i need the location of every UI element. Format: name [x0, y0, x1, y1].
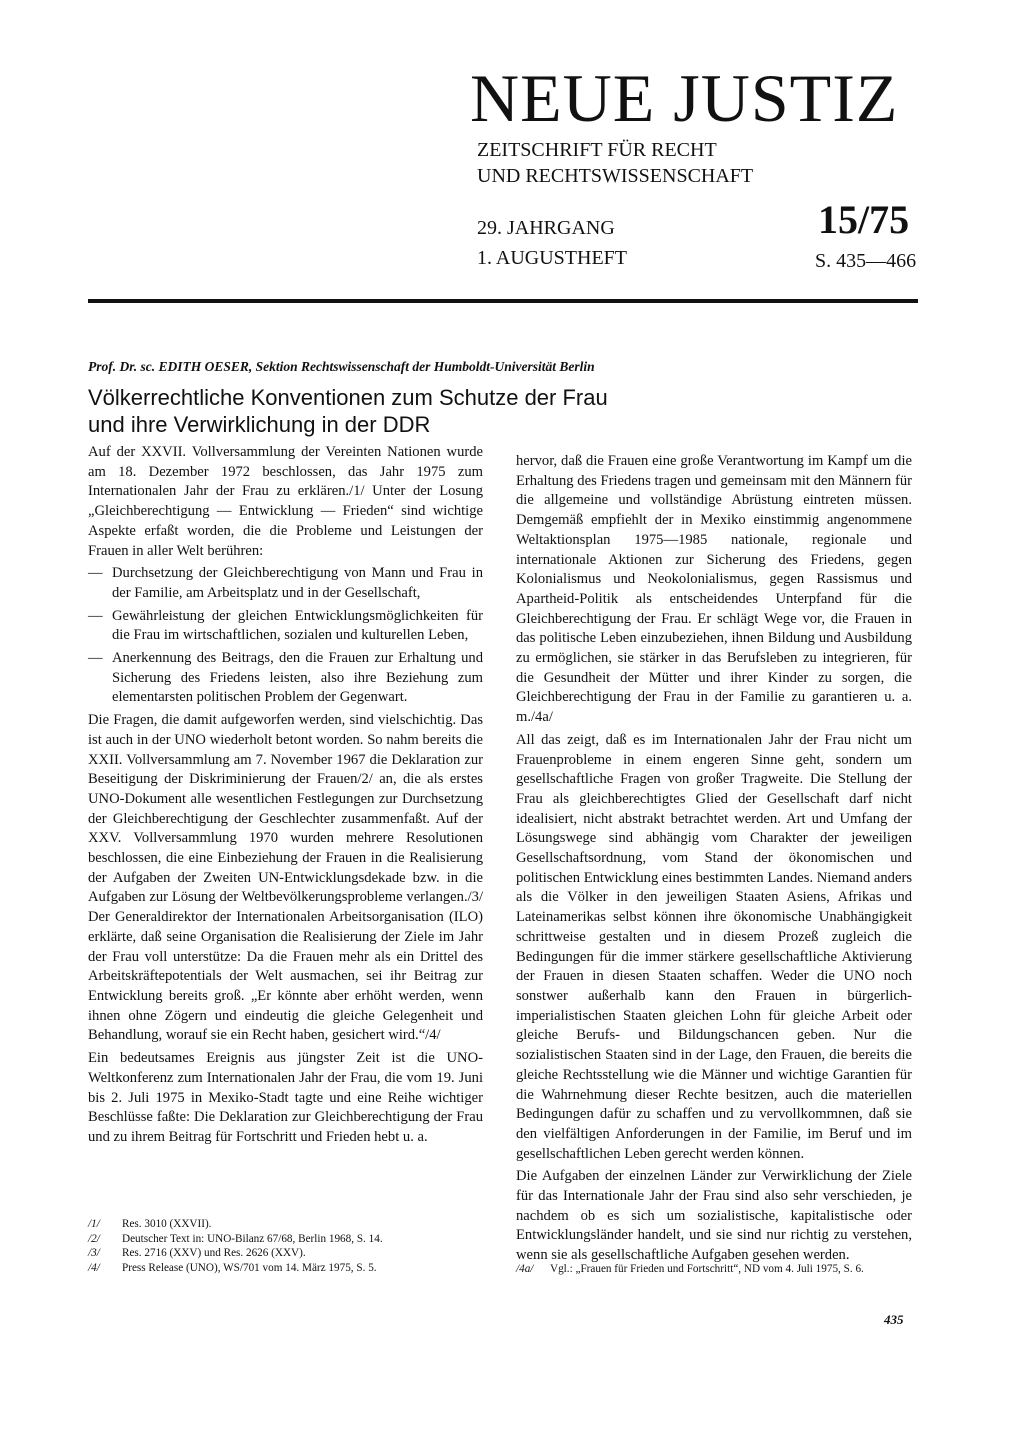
journal-title: NEUE JUSTIZ [470, 60, 899, 136]
footnote-text: Res. 3010 (XXVII). [122, 1218, 212, 1230]
footnote-text: Vgl.: „Frauen für Frieden und Fortschritt“, ND vom 4. Juli 1975, S. 6. [550, 1263, 864, 1275]
list-item [88, 607, 483, 646]
footnote-ref: /2/ [88, 1232, 100, 1245]
footnote-right [516, 1262, 912, 1277]
list-item [88, 564, 483, 603]
issue-date-label: 1. AUGUSTHEFT [477, 247, 628, 269]
page-number: 435 [884, 1312, 904, 1327]
page-range: S. 435—466 [815, 250, 917, 272]
footnote-ref: /3/ [88, 1247, 100, 1259]
article-title-line-1: Völkerrechtliche Konventionen zum Schutze der Frau [88, 385, 608, 410]
footnote [88, 1217, 508, 1232]
issue-number: 15/75 [818, 197, 910, 242]
list-item-text: Anerkennung des Beitrags, den die Frauen zur Erhaltung und Sicherung des Friedens leisten, also ihre Beziehung zum elementarsten politischen Problem der Gegenwart. [112, 650, 483, 706]
dash-bullet: — [88, 607, 103, 624]
dash-bullet: — [88, 565, 103, 582]
author-byline: Prof. Dr. sc. EDITH OESER, Sektion Rechtswissenschaft der Humboldt-Universität Berlin [88, 359, 595, 374]
aspect-list [88, 564, 483, 708]
footnote [88, 1261, 508, 1276]
list-item-text: Gewährleistung der gleichen Entwicklungsmöglichkeiten für die Frau im wirtschaftlichen, sozialen und kulturellen Leben, [112, 607, 483, 644]
volume-label: 29. JAHRGANG [477, 217, 615, 239]
footnote [88, 1232, 508, 1247]
right-column [516, 452, 912, 1269]
footnote-text: Press Release (UNO), WS/701 vom 14. März 1975, S. 5. [122, 1261, 377, 1274]
left-column [88, 443, 483, 1151]
header-divider [88, 299, 918, 303]
footnote-ref: /4/ [88, 1261, 100, 1274]
list-item-text: Durchsetzung der Gleichberechtigung von Mann und Frau in der Familie, am Arbeitsplatz und in der Gesellschaft, [112, 565, 483, 601]
article-title [88, 384, 728, 438]
footnote-text: Res. 2716 (XXV) und Res. 2626 (XXV). [122, 1247, 306, 1259]
footnote-ref: /4a/ [516, 1263, 534, 1275]
footnote-ref: /1/ [88, 1218, 100, 1230]
article-title-line-2: und ihre Verwirklichung in der DDR [88, 412, 431, 437]
footnotes-left [88, 1217, 508, 1275]
paragraph: All das zeigt, daß es im Internationalen Jahr der Frau nicht um Frauenprobleme in einem engeren Sinne geht, sondern um gesellschaftliche Fragen von großer Tragweite. Die Stellung der Frau als gleichberechtigtes Glied der Gesellschaft darf nicht idealisiert, nicht abstrakt betrachtet werden. Art und Umfang der Lösungswege sind abhängig vom Charakter der jeweiligen Gesellschaftsordnung, vom Stand der ökonomischen und politischen Entwicklung eines bestimmten Landes. Niemand anders als die Völker in den jeweiligen Staaten Asiens, Afrikas und Lateinamerikas selbst können ihre ökonomische Unabhängigkeit schrittweise gestalten und in diesem Prozeß zugleich die Bedingungen für die immer stärkere gesellschaftliche Aktivierung der Frauen in diesen Staaten schaffen. Weder die UNO noch sonstwer außerhalb kann den Frauen in bürgerlich-imperialistischen Staaten gleichen Lohn für gleiche Arbeit oder gleiche Berufs- und Bildungschancen geben. Nur die sozialistischen Staaten sind in der Lage, den Frauen, die bereits die gleiche Rechtsstellung wie die Männer und wichtige Garantien für die Wahrnehmung dieser Rechte besitzen, auch die materiellen Bedingungen dafür zu schaffen und zu vervollkommnen, daß sie den vielfältigen Anforderungen in der Familie, im Beruf und im gesellschaftlichen Leben gerecht werden können. [516, 731, 912, 1162]
dash-bullet: — [88, 650, 103, 667]
footnote [88, 1246, 508, 1261]
paragraph: hervor, daß die Frauen eine große Verantwortung im Kampf um die Erhaltung des Friedens tragen und gemeinsam mit den Männern für die allgemeine und vollständige Abrüstung eintreten müssen. Demgemäß empfiehlt der in Mexiko einstimmig angenommene Weltaktionsplan 1975—1985 nationale, regionale und internationale Aktionen zur Sicherung des Friedens, gegen Kolonialismus und Neokolonialismus, gegen Rassismus und Apartheid-Politik als entscheidendes Unterpfand für die Gleichberechtigung der Frau. Er schlägt Wege vor, die Frauen in das politische Leben einzubeziehen, ihnen Bildung und Ausbildung zu ermöglichen, sie stärker in das Berufsleben zu integrieren, für die Gesundheit der Mütter und ihrer Kinder zu sorgen, die Gleichberechtigung der Frau in der Familie zu garantieren u. a. m./4a/ [516, 453, 912, 726]
paragraph: Auf der XXVII. Vollversammlung der Vereinten Nationen wurde am 18. Dezember 1972 beschlossen, das Jahr 1975 zum Internationalen Jahr der Frau zu erklären./1/ Unter der Losung „Gleichberechtigung — Entwicklung — Frieden“ sind wichtige Aspekte erfaßt worden, die die Probleme und Leistungen der Frauen in aller Welt berühren: [88, 444, 483, 559]
journal-subtitle-line-2: UND RECHTSWISSENSCHAFT [477, 165, 754, 187]
paragraph: Ein bedeutsames Ereignis aus jüngster Zeit ist die UNO-Weltkonferenz zum Internationalen Jahr der Frau, die vom 19. Juni bis 2. Juli 1975 in Mexiko-Stadt tagte und eine Reihe wichtiger Beschlüsse faßte: Die Deklaration zur Gleichberechtigung der Frau und zu ihrem Beitrag für Fortschritt und Frieden hebt u. a. [88, 1050, 483, 1145]
list-item [88, 649, 483, 708]
paragraph: Die Aufgaben der einzelnen Länder zur Verwirklichung der Ziele für das Internationale Jahr der Frau sind also sehr verschieden, je nachdem ob es sich um sozialistische, kapitalistische oder Entwicklungsländer handelt, und sie sind nur richtig zu verstehen, wenn sie als gesellschaftliche Aufgaben gesehen werden. [516, 1168, 912, 1264]
paragraph: Die Fragen, die damit aufgeworfen werden, sind vielschichtig. Das ist auch in der UNO wiederholt betont worden. So nahm bereits die XXII. Vollversammlung am 7. November 1967 die Deklaration zur Beseitigung der Diskriminierung der Frauen/2/ an, die als erstes UNO-Dokument alle wesentlichen Festlegungen zur Durchsetzung der Gleichberechtigung der Geschlechter zusammenfaßt. Auf der XXV. Vollversammlung 1970 wurden mehrere Resolutionen beschlossen, die eine Einbeziehung der Frauen in die Realisierung der Aufgaben der Zweiten UN-Entwicklungsdekade bzw. in die Aufgaben zur Lösung der Weltbevölkerungsprobleme verlangen./3/ Der Generaldirektor der Internationalen Arbeitsorganisation (ILO) erklärte, daß seine Organisation die Realisierung der Ziele im Jahr der Frau voll unterstütze: Da die Frauen mehr als ein Drittel des Arbeitskräftepotentials der Welt ausmachen, sei ihr Beitrag zur Entwicklung bereits groß. „Er könnte aber erhöht werden, wenn ihnen ohne Zögern und eindeutig die gleiche Gelegenheit und Behandlung, worauf sie ein Recht haben, gesichert wird.“/4/ [88, 712, 483, 1044]
journal-subtitle-line-1: ZEITSCHRIFT FÜR RECHT [477, 139, 717, 161]
footnote-text: Deutscher Text in: UNO-Bilanz 67/68, Berlin 1968, S. 14. [122, 1232, 383, 1245]
